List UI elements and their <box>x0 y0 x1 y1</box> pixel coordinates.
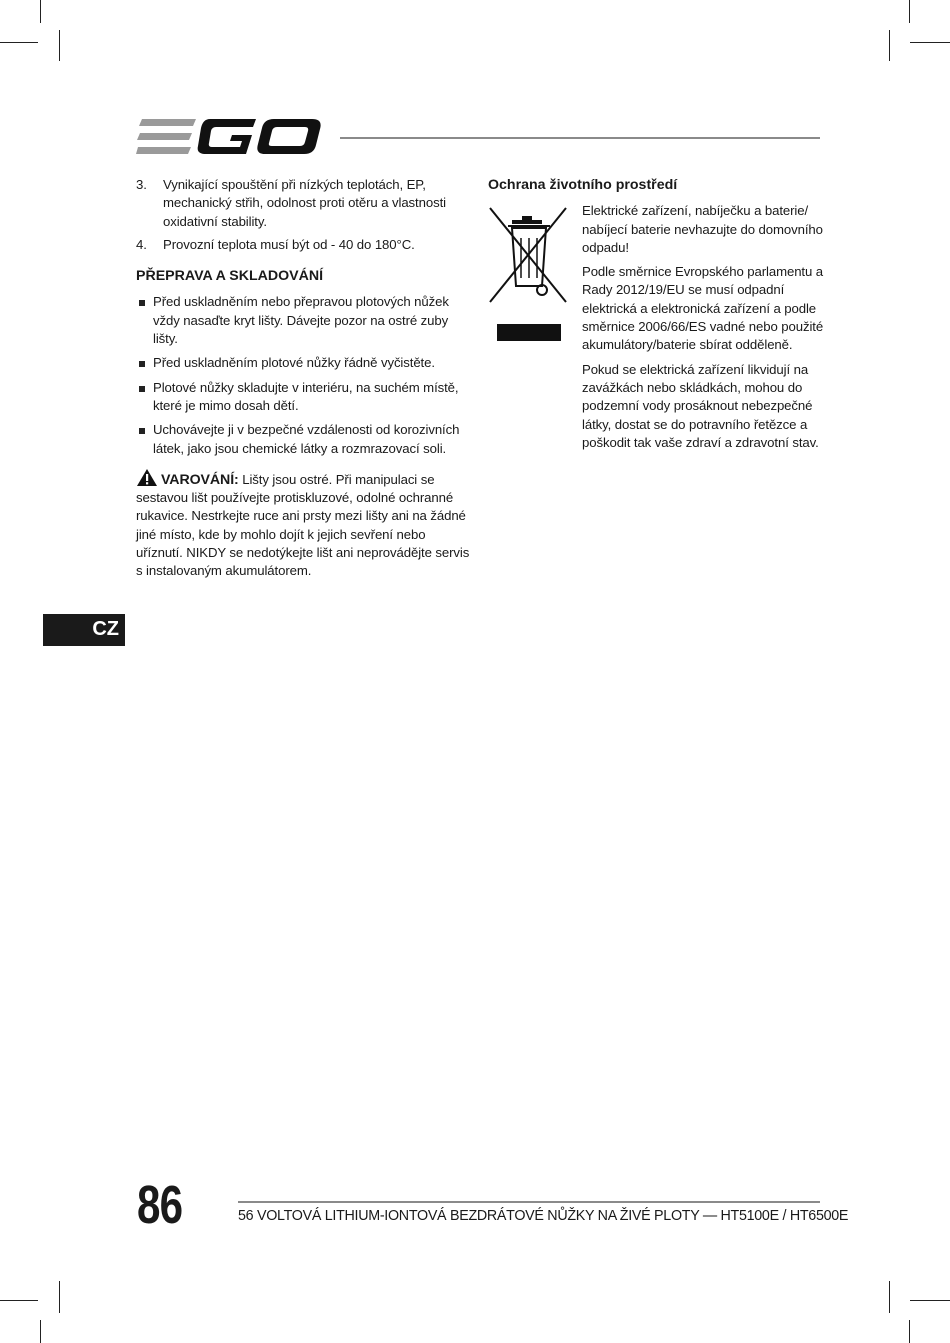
numbered-item <box>136 236 472 254</box>
paragraph: Podle směrnice Evropského parlamentu a Rady 2012/19/EU se musí odpadní elektrická a elektronická zařízení a podle směrnice 2006/66/ES vadné nebo použité akumulátory/baterie sbírat odděleně. <box>582 264 824 353</box>
bullet-item <box>136 379 472 416</box>
paragraph: Elektrické zařízení, nabíječku a baterie/ nabíjecí baterie nevhazujte do domovního odpadu! <box>582 203 823 255</box>
crop-mark <box>0 1300 38 1301</box>
bullet-item <box>136 421 472 458</box>
right-column <box>488 176 824 458</box>
crop-mark <box>40 1320 41 1343</box>
environment-heading: Ochrana životního prostředí <box>488 177 678 193</box>
item-text: Provozní teplota musí být od - 40 do 180°C. <box>163 236 415 252</box>
item-text: Vynikající spouštění při nízkých teplotách, EP, mechanický střih, odolnost proti otěru a vlastnosti oxidativní stability. <box>163 177 446 229</box>
section-heading: PŘEPRAVA A SKLADOVÁNÍ <box>136 268 324 285</box>
language-tab-label: CZ <box>92 618 119 640</box>
environment-paragraphs <box>582 202 824 452</box>
square-bullet-icon <box>139 300 145 306</box>
square-bullet-icon <box>139 428 145 434</box>
crop-mark <box>910 42 950 43</box>
crop-mark <box>59 30 60 61</box>
header-rule <box>340 137 820 139</box>
crop-mark <box>889 1281 890 1313</box>
warning-label: VAROVÁNÍ: <box>161 471 239 488</box>
crop-mark <box>40 0 41 23</box>
bullet-text: Uchovávejte ji v bezpečné vzdálenosti od korozivních látek, jako jsou chemické látky a rozmrazovací soli. <box>153 422 460 456</box>
page-number: 86 <box>137 1175 183 1235</box>
crop-mark <box>889 30 890 61</box>
crossed-out-wheelie-bin-icon <box>488 204 570 344</box>
footer-rule <box>238 1201 820 1203</box>
ego-logo <box>136 116 322 158</box>
warning-text: Lišty jsou ostré. Při manipulaci se sestavou lišt používejte protiskluzové, odolné ochranné rukavice. Nestrkejte ruce ani prsty mezi lišty ani na žádné jiné místo, kde by mohlo dojít k jejich sevření nebo uříznutí. NIKDY se nedotýkejte lišt ani neprovádějte servis s instalovaným akumulátorem. <box>136 471 470 579</box>
numbered-item <box>136 176 472 231</box>
left-column <box>136 176 472 581</box>
square-bullet-icon <box>139 361 145 367</box>
environment-body <box>488 202 824 452</box>
item-number: 4. <box>136 236 147 252</box>
square-bullet-icon <box>139 386 145 392</box>
bullet-item <box>136 293 472 348</box>
item-number: 3. <box>136 177 147 192</box>
paragraph: Pokud se elektrická zařízení likvidují na zavážkách nebo skládkách, mohou do podzemní vody prosáknout nebezpečné látky, dostat se do potravního řetězce a poškodit tak vaše zdraví a zdravotní stav. <box>582 361 819 450</box>
crop-mark <box>910 1300 950 1301</box>
crop-mark <box>0 42 38 43</box>
crop-mark <box>909 1320 910 1343</box>
language-tab <box>43 614 125 646</box>
bullet-text: Plotové nůžky skladujte v interiéru, na suchém místě, které je mimo dosah dětí. <box>153 379 459 413</box>
bullet-text: Před uskladněním nebo přepravou plotových nůžek vždy nasaďte kryt lišty. Dávejte pozor na ostré zuby lišty. <box>153 294 449 347</box>
warning-block <box>136 468 472 581</box>
crop-mark <box>909 0 910 23</box>
warning-triangle-icon <box>136 468 158 487</box>
bullet-text: Před uskladněním plotové nůžky řádně vyčistěte. <box>153 355 435 371</box>
footer-title: 56 VOLTOVÁ LITHIUM-IONTOVÁ BEZDRÁTOVÉ NŮŽKY NA ŽIVÉ PLOTY — HT5100E / HT6500E <box>238 1208 849 1224</box>
crop-mark <box>59 1281 60 1313</box>
bullet-item <box>136 354 472 372</box>
